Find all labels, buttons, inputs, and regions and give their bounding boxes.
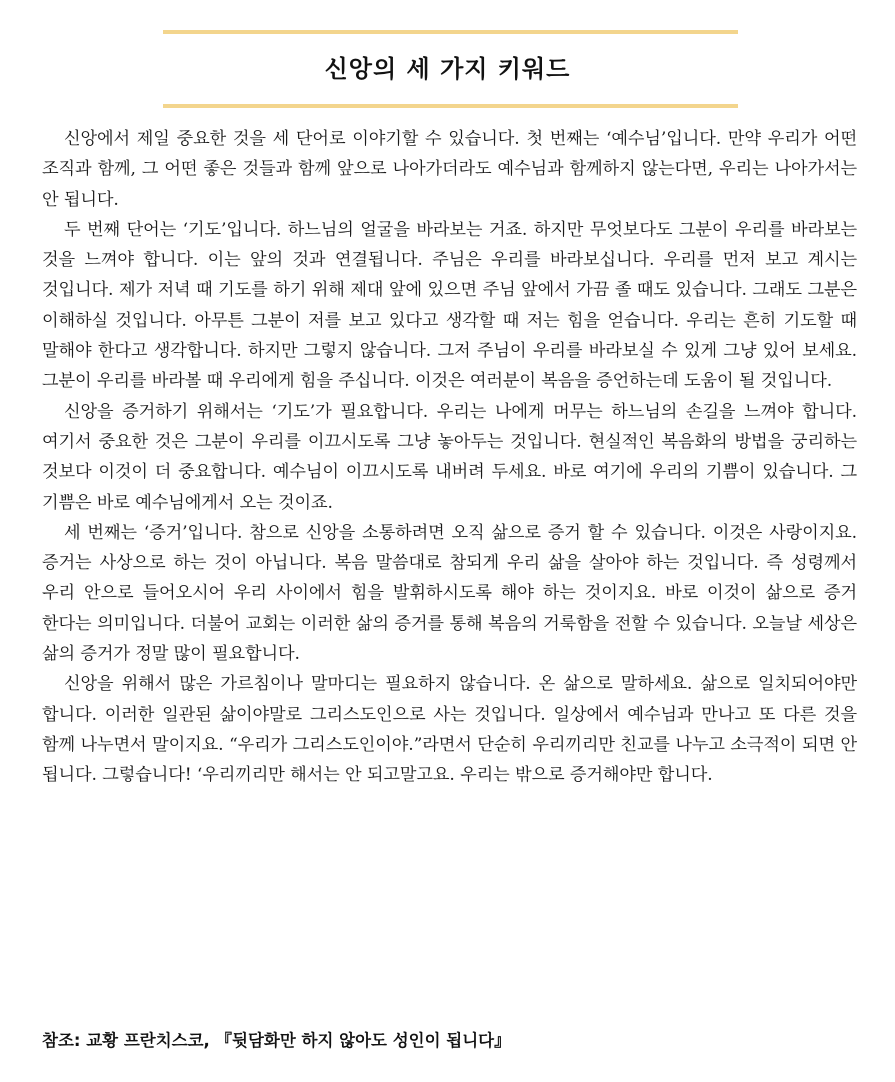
title-top-rule (163, 30, 738, 34)
document-body (42, 124, 857, 791)
document-title: 신앙의 세 가지 키워드 (324, 55, 571, 83)
paragraph-4: 세 번째는 ‘증거’입니다. 참으로 신앙을 소통하려면 오직 삶으로 증거 할 수 있습니다. 이것은 사랑이지요. 증거는 사상으로 하는 것이 아닙니다. 복음 말씀대로 참되게 우리 삶을 살아야 하는 것입니다. 즉 성령께서 우리 안으로 들어오시어 우리 사이에서 힘을 발휘하시도록 해야 하는 것이지요. 바로 이것이 삶으로 증거 한다는 의미입니다. 더불어 교회는 이러한 삶의 증거를 통해 복음의 거룩함을 전할 수 있습니다. 오늘날 세상은 삶의 증거가 정말 많이 필요합니다. (42, 522, 857, 665)
paragraph-1: 신앙에서 제일 중요한 것을 세 단어로 이야기할 수 있습니다. 첫 번째는 ‘예수님’입니다. 만약 우리가 어떤 조직과 함께, 그 어떤 좋은 것들과 함께 앞으로 나아가더라도 예수님과 함께하지 않는다면, 우리는 나아가서는 안 됩니다. (42, 129, 857, 210)
paragraph-5: 신앙을 위해서 많은 가르침이나 말마디는 필요하지 않습니다. 온 삶으로 말하세요. 삶으로 일치되어야만 합니다. 이러한 일관된 삶이야말로 그리스도인으로 사는 것입니다. 일상에서 예수님과 만나고 또 다른 것을 함께 나누면서 말이지요. “우리가 그리스도인이야.”라면서 단순히 우리끼리만 친교를 나누고 소극적이 되면 안 됩니다. 그렇습니다! ‘우리끼리만 해서는 안 되고말고요. 우리는 밖으로 증거해야만 합니다. (42, 674, 857, 786)
reference-note: 참조: 교황 프란치스코, 『뒷담화만 하지 않아도 성인이 됩니다』 (42, 1031, 511, 1050)
paragraph-2: 두 번째 단어는 ‘기도’입니다. 하느님의 얼굴을 바라보는 거죠. 하지만 무엇보다도 그분이 우리를 바라보는 것을 느껴야 합니다. 이는 앞의 것과 연결됩니다. 주님은 우리를 바라보십니다. 우리를 먼저 보고 계시는 것입니다. 제가 저녁 때 기도를 하기 위해 제대 앞에 있으면 주님 앞에서 가끔 졸 때도 있습니다. 그래도 그분은 이해하실 것입니다. 아무튼 그분이 저를 보고 있다고 생각할 때 저는 힘을 얻습니다. 우리는 흔히 기도할 때 말해야 한다고 생각합니다. 하지만 그렇지 않습니다. 그저 주님이 우리를 바라보실 수 있게 그냥 있어 보세요. 그분이 우리를 바라볼 때 우리에게 힘을 주십니다. 이것은 여러분이 복음을 증언하는데 도움이 될 것입니다. (42, 219, 857, 392)
title-bottom-rule (163, 104, 738, 108)
paragraph-3: 신앙을 증거하기 위해서는 ‘기도’가 필요합니다. 우리는 나에게 머무는 하느님의 손길을 느껴야 합니다. 여기서 중요한 것은 그분이 우리를 이끄시도록 그냥 놓아두는 것입니다. 현실적인 복음화의 방법을 궁리하는 것보다 이것이 더 중요합니다. 예수님이 이끄시도록 내버려 두세요. 바로 여기에 우리의 기쁨이 있습니다. 그 기쁨은 바로 예수님에게서 오는 것이죠. (42, 401, 857, 513)
